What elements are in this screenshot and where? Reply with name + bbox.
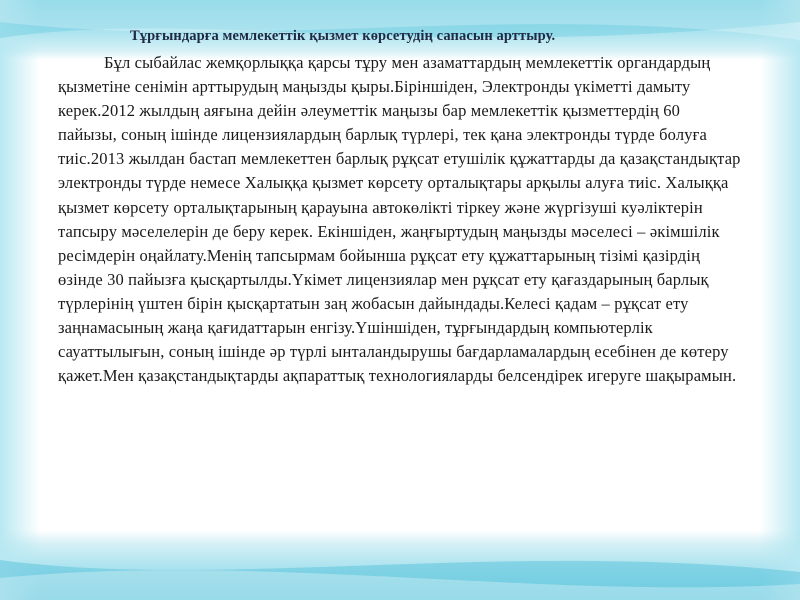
slide-body-text: Бұл сыбайлас жемқорлыққа қарсы тұру мен азаматтардың мемлекеттік органдардың қызметіне сенімін арттырудың маңызды қыры.Біріншіден, Электронды үкіметті дамыту керек.2012 жылдың аяғына дейін әлеуметтік маңызы бар мемлекеттік қызметтердің 60 пайызы, соның ішінде лицензиялардың барлық түрлері, тек қана электронды түрде болуға тиіс.2013 жылдан бастап мемлекеттен барлық рұқсат етушілік құжаттарды да қазақстандықтар электронды түрде немесе Халыққа қызмет көрсету орталықтары арқылы алуға тиіс. Халыққа қызмет көрсету орталықтарының қарауына автокөлікті тіркеу және жүргізуші куәліктерін тапсыру мәселелерін де беру керек. Екіншіден, жаңғыртудың маңызды мәселесі – әкімшілік ресімдерін оңайлату.Менің тапсырмам бойынша рұқсат ету құжаттарының тізімі қазірдің өзінде 30 пайызға қысқартылды.Үкімет лицензиялар мен рұқсат ету қағаздарының барлық түрлерінің үштен бірін қысқартатын заң жобасын дайындады.Келесі қадам – рұқсат ету заңнамасының жаңа қағидаттарын енгізу.Үшіншіден, тұрғындардың компьютерлік сауаттылығын, соның ішінде әр түрлі ынталандырушы бағдарламалардың есебінен де көтеру қажет.Мен қазақстандықтарды ақпараттық технологияларды белсендірек игеруге шақырамын. xyxy=(58,53,741,386)
slide-content xyxy=(58,28,742,388)
slide-title: Тұрғындарға мемлекеттік қызмет көрсетудің сапасын арттыру. xyxy=(130,28,556,44)
